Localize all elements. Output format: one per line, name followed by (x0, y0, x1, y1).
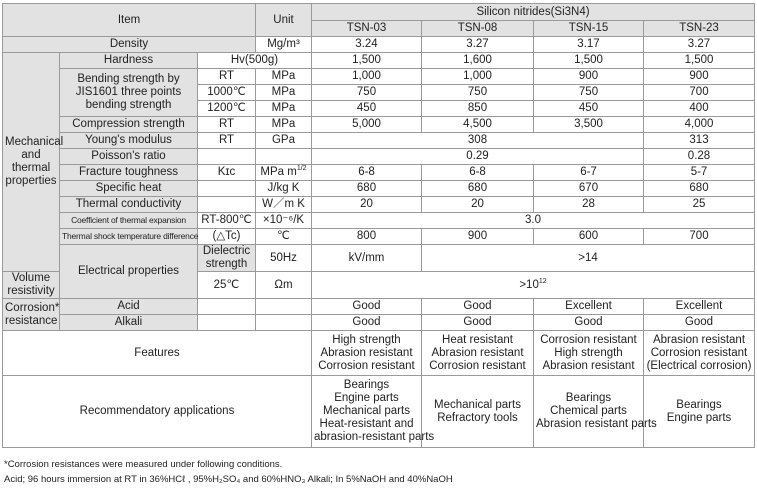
unit-cell: ×10⁻⁶/K (256, 213, 312, 229)
features-row (3, 331, 755, 376)
value-cell: 900 (644, 69, 755, 85)
unit-cell: GPa (256, 133, 312, 149)
feature-line: Corrosion resistant (318, 359, 415, 372)
grade-header: TSN-15 (534, 21, 644, 37)
value-cell: 313 (644, 133, 755, 149)
value-cell: 450 (312, 101, 422, 117)
value-cell: 1,000 (422, 69, 534, 85)
grade-header: TSN-03 (312, 21, 422, 37)
condition-cell: 1200℃ (198, 101, 256, 117)
row-label: Alkali (60, 315, 198, 331)
grade-header: TSN-23 (644, 21, 755, 37)
condition-cell: 25℃ (198, 272, 256, 299)
header-row (3, 4, 755, 21)
unit-text: MPa m (260, 166, 297, 178)
unit-cell (256, 315, 312, 331)
row-label: Acid (60, 299, 198, 315)
value-cell: Good (312, 299, 422, 315)
applications-label: Recommendatory applications (3, 376, 312, 448)
value-cell: 1,500 (312, 53, 422, 69)
feature-line: Abrasion resistant (431, 346, 524, 359)
unit-cell: MPa (256, 85, 312, 101)
condition-cell (198, 197, 256, 213)
feature-line: High strength (554, 346, 623, 359)
feature-line: (Electrical corrosion) (646, 359, 752, 372)
value-cell: 3.17 (534, 37, 644, 53)
value-cell: 5-7 (644, 165, 755, 181)
value-cell: 3,500 (534, 117, 644, 133)
value-cell: 800 (312, 229, 422, 245)
table-row (3, 213, 755, 229)
table-row (3, 37, 755, 53)
application-line: Mechanical parts (323, 405, 410, 417)
feature-line: Abrasion resistant (320, 346, 413, 359)
material-header: Silicon nitrides(Si3N4) (312, 4, 755, 21)
condition-cell (198, 149, 256, 165)
applications-cell (422, 376, 534, 448)
unit-exponent: 1/2 (296, 165, 307, 173)
unit-cell (256, 165, 312, 181)
applications-cell (312, 376, 435, 448)
value-cell: 1,500 (534, 53, 644, 69)
value-cell: 5,000 (312, 117, 422, 133)
grade-header: TSN-08 (422, 21, 534, 37)
feature-line: Abrasion resistant (542, 359, 635, 372)
value-cell: 680 (422, 181, 534, 197)
condition-cell: (△Tc) (198, 229, 256, 245)
value-cell: Excellent (644, 299, 755, 315)
value-cell: 20 (422, 197, 534, 213)
footnote-line: *Corrosion resistances were measured under following conditions. (4, 459, 283, 470)
condition-cell: 1000℃ (198, 85, 256, 101)
value-cell: 20 (312, 197, 422, 213)
condition-cell: RT (198, 117, 256, 133)
table-row (3, 315, 755, 331)
feature-line: Corrosion resistant (650, 346, 748, 359)
condition-cell (198, 181, 256, 197)
applications-cell (534, 376, 657, 448)
value-cell: 680 (312, 181, 422, 197)
application-line: Mechanical parts (434, 398, 521, 411)
value-cell: 600 (534, 229, 644, 245)
value-cell: 4,000 (644, 117, 755, 133)
features-cell (312, 331, 422, 376)
unit-cell: ℃ (256, 229, 312, 245)
item-header: Item (3, 4, 256, 37)
footnote-line: Acid; 96 hours immersion at RT in 36%HCℓ , 95%H₂SO₄ and 60%HNO₃ Alkali; In 5%NaOH and 40%NaOH (4, 474, 453, 485)
value-cell (312, 272, 755, 299)
value-cell: 400 (644, 101, 755, 117)
unit-cell: kV/mm (312, 245, 422, 272)
value-cell: 680 (644, 181, 755, 197)
application-line: Heat-resistant and (319, 418, 414, 430)
table-row (3, 229, 755, 245)
features-cell (534, 331, 644, 376)
value-cell: 750 (422, 85, 534, 101)
features-cell (644, 331, 755, 376)
table-row (3, 149, 755, 165)
value-cell: 1,000 (312, 69, 422, 85)
unit-header: Unit (256, 4, 312, 37)
value-cell: 0.29 (312, 149, 644, 165)
feature-line: Abrasion resistant (652, 333, 746, 346)
value-cell: 750 (312, 85, 422, 101)
table-row (3, 69, 755, 85)
unit-cell: MPa (256, 69, 312, 85)
condition-cell: Kɪc (198, 165, 256, 181)
table-row (3, 181, 755, 197)
table-row (3, 245, 755, 272)
unit-cell: Ωm (256, 272, 312, 299)
row-label: Poisson's ratio (60, 149, 198, 165)
value-text: >10 (519, 278, 539, 291)
unit-cell: MPa (256, 101, 312, 117)
application-line: Bearings (565, 392, 612, 404)
value-cell: 1,500 (644, 53, 755, 69)
value-cell: 28 (534, 197, 644, 213)
feature-line: Heat resistant (442, 333, 513, 346)
unit-cell: Mg/m³ (256, 37, 312, 53)
group-label-electrical: Electrical properties (60, 245, 198, 299)
value-cell: Good (312, 315, 422, 331)
application-line: Abrasion resistant parts (536, 418, 657, 430)
value-cell: 4,500 (422, 117, 534, 133)
row-label: Hardness (60, 53, 198, 69)
unit-cell: J/kg K (256, 181, 312, 197)
value-cell: 1,600 (422, 53, 534, 69)
applications-row (3, 376, 755, 448)
features-label: Features (3, 331, 312, 376)
features-cell (422, 331, 534, 376)
applications-cell (644, 376, 755, 448)
row-label: Thermal conductivity (60, 197, 198, 213)
application-line: Engine parts (334, 392, 399, 404)
table-row (3, 165, 755, 181)
row-label: Coefficient of thermal expansion (60, 213, 198, 229)
value-cell: Excellent (534, 299, 644, 315)
row-label: Thermal shock temperature difference (60, 229, 198, 245)
unit-cell (256, 299, 312, 315)
value-cell: 700 (644, 85, 755, 101)
value-cell: Good (644, 315, 755, 331)
value-cell: Good (534, 315, 644, 331)
feature-line: Corrosion resistant (429, 359, 526, 372)
value-cell: 700 (644, 229, 755, 245)
group-label-mechanical: Mechanical and thermal properties (3, 53, 60, 272)
value-cell: 6-8 (422, 165, 534, 181)
value-cell: 450 (534, 101, 644, 117)
value-cell: 900 (422, 229, 534, 245)
value-cell: 750 (534, 85, 644, 101)
condition-cell: RT (198, 133, 256, 149)
condition-cell: 50Hz (256, 245, 312, 272)
row-label: Volume resistivity (3, 272, 60, 299)
value-cell: 25 (644, 197, 755, 213)
value-cell: 308 (312, 133, 644, 149)
row-label: Bending strength by JIS1601 three points bending strength (60, 69, 198, 117)
unit-cell: MPa (256, 117, 312, 133)
value-cell: Good (422, 299, 534, 315)
condition-cell: RT-800℃ (198, 213, 256, 229)
table-row (3, 133, 755, 149)
value-cell: 6-8 (312, 165, 422, 181)
value-cell: 0.28 (644, 149, 755, 165)
table-row (3, 197, 755, 213)
value-cell: Good (422, 315, 534, 331)
condition-cell: Hv(500g) (198, 53, 312, 69)
condition-cell (198, 315, 256, 331)
table-row (3, 117, 755, 133)
condition-cell: RT (198, 69, 256, 85)
table-row (3, 299, 755, 315)
table-row (3, 53, 755, 69)
feature-line: High strength (332, 333, 401, 346)
row-label: Compression strength (60, 117, 198, 133)
row-label: Density (3, 37, 256, 53)
application-line: Bearings (343, 379, 390, 391)
unit-cell (256, 149, 312, 165)
value-cell: 6-7 (534, 165, 644, 181)
group-label-corrosion: Corrosion* resistance (3, 299, 60, 331)
value-cell: >14 (422, 245, 755, 272)
value-cell: 900 (534, 69, 644, 85)
row-label: Young's modulus (60, 133, 198, 149)
properties-table (2, 3, 755, 448)
value-cell: 850 (422, 101, 534, 117)
application-line: Refractory tools (437, 411, 518, 424)
value-exponent: 12 (538, 277, 547, 285)
unit-cell: W／m K (256, 197, 312, 213)
application-line: Bearings (676, 398, 722, 411)
footnotes (4, 457, 453, 487)
feature-line: Corrosion resistant (540, 333, 637, 346)
application-line: Chemical parts (550, 405, 627, 417)
value-cell: 670 (534, 181, 644, 197)
value-cell: 3.27 (422, 37, 534, 53)
row-label: Dielectric strength (198, 245, 256, 272)
row-label: Specific heat (60, 181, 198, 197)
application-line: Engine parts (666, 411, 732, 424)
condition-cell (198, 299, 256, 315)
value-cell: 3.27 (644, 37, 755, 53)
value-cell: 3.0 (312, 213, 755, 229)
value-cell: 3.24 (312, 37, 422, 53)
application-line: abrasion-resistant parts (314, 431, 435, 443)
row-label: Fracture toughness (60, 165, 198, 181)
